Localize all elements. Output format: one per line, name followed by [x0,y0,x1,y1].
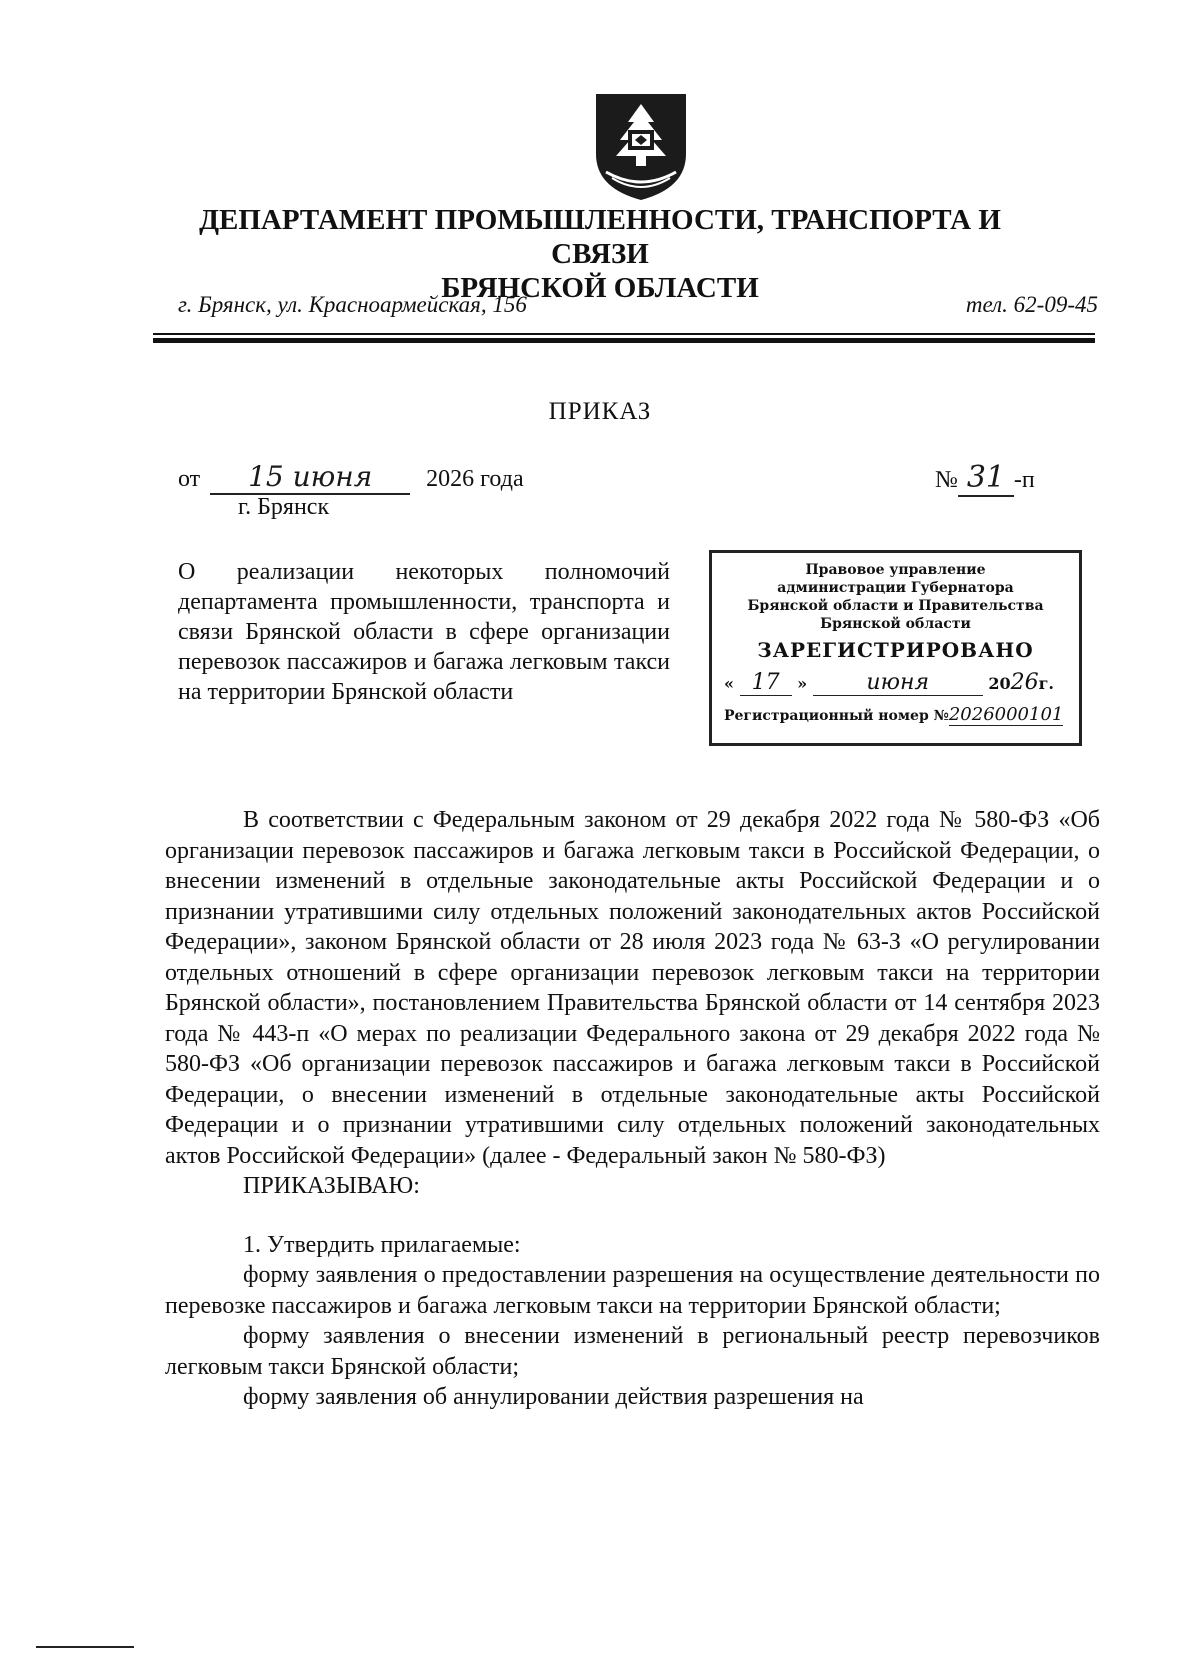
order-directive: ПРИКАЗЫВАЮ: [243,1173,420,1199]
department-address: г. Брянск, ул. Красноармейская, 156 [178,292,527,317]
date-prefix: от [178,466,201,492]
item-1-heading: 1. Утвердить прилагаемые: [243,1231,521,1258]
form-3-paragraph: форму заявления об аннулировании действия разрешения на [243,1384,864,1410]
number-suffix: -п [1013,467,1035,493]
stamp-registration [712,704,1079,725]
form-2-paragraph: форму заявления о внесении изменений в региональный реестр перевозчиков легковым такси Брянской области; [165,1323,1100,1380]
stamp-date [712,670,1079,696]
stamp-year-suffix: 26 [1010,670,1039,695]
stamp-reg-number: 2026000101 [948,704,1064,725]
order-subject: О реализации некоторых полномочий департамента промышленности, транспорта и связи Брянской области в сфере организации перевозок пассажиров и багажа легковым такси на территории Брянской области [178,559,670,705]
handwritten-date: 15 июня [210,460,410,495]
header-divider-thin [153,333,1095,335]
stamp-line-3: Брянской области и Правительства [747,598,1044,614]
stamp-reg-label: Регистрационный номер № [724,708,949,724]
stamp-day-close: » [797,674,808,693]
order-body [165,805,1100,1413]
stamp-year-unit: г. [1038,674,1054,693]
date-suffix: 2026 года [426,466,524,492]
department-title-line2: БРЯНСКОЙ ОБЛАСТИ [441,272,759,304]
stamp-year-prefix: 20 [988,674,1011,693]
stamp-month: июня [813,670,983,696]
stamp-line-1: Правовое управление [805,562,986,578]
footnote-divider [36,1646,134,1648]
stamp-day: 17 [740,670,792,696]
preamble-paragraph: В соответствии с Федеральным законом от 29 декабря 2022 года № 580-ФЗ «Об организации перевозок пассажиров и багажа легковым такси в Российской Федерации, о внесении изменений в отдельные законодательные акты Российской Федерации и о признании утратившими силу отдельных положений законодательных актов Российской Федерации», законом Брянской области от 28 июля 2023 года № 63-З «О регулировании отдельных отношений в сфере организации перевозок легковым такси на территории Брянской области», постановлением Правительства Брянской области от 14 сентября 2023 года № 443-п «О мерах по реализации Федерального закона от 29 декабря 2022 года № 580-ФЗ «Об организации перевозок пассажиров и багажа легковым такси в Российской Федерации, о внесении изменений в отдельные законодательные акты Российской Федерации и о признании утратившими силу отдельных положений законодательных актов Российской Федерации» (далее - Федеральный закон № 580-ФЗ) [165,807,1100,1169]
stamp-day-open: « [724,674,734,693]
stamp-line-4: Брянской области [820,616,971,632]
order-number-row [935,460,1035,497]
order-city: г. Брянск [238,494,330,520]
department-title-line1: ДЕПАРТАМЕНТ ПРОМЫШЛЕННОСТИ, ТРАНСПОРТА И СВЯЗИ [199,204,1001,270]
department-phone: тел. 62-09-45 [965,292,1098,317]
stamp-line-2: администрации Губернатора [777,580,1014,596]
registration-stamp [709,550,1082,746]
document-type: ПРИКАЗ [548,398,652,425]
header-divider-thick [153,338,1095,343]
coat-of-arms-icon [592,92,690,202]
form-1-paragraph: форму заявления о предоставлении разрешения на осуществление деятельности по перевозке пассажиров и багажа легковым такси на территории Брянской области; [165,1262,1100,1319]
stamp-title: ЗАРЕГИСТРИРОВАНО [757,638,1034,662]
department-title [150,203,1050,305]
handwritten-number: 31 [958,460,1014,497]
number-prefix: № [935,467,958,493]
order-date-row [178,460,524,495]
